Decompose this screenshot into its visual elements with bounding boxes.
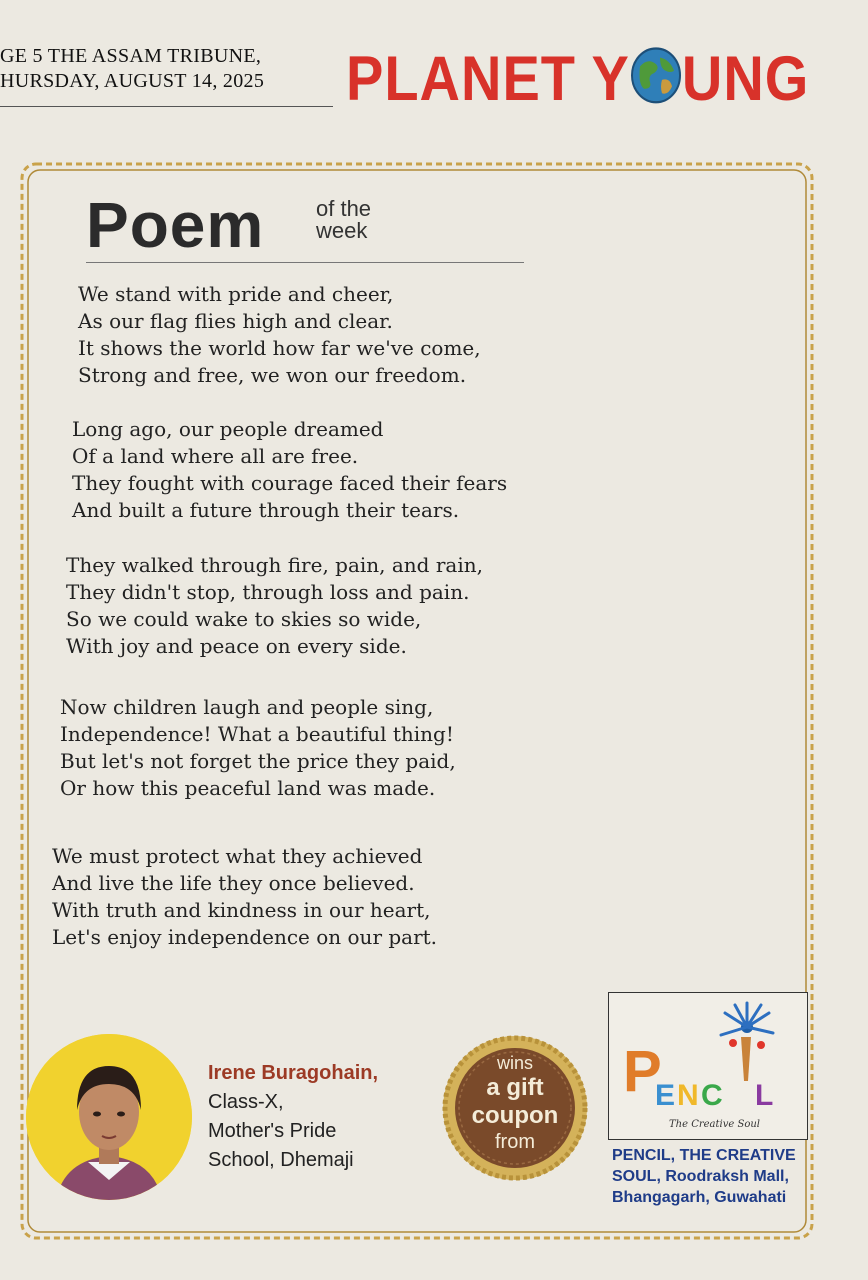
globe-icon <box>630 46 682 104</box>
author-credit <box>208 1059 378 1175</box>
poem-line: They fought with courage faced their fears <box>72 471 508 495</box>
masthead-meta <box>0 44 264 94</box>
poem-line: With joy and peace on every side. <box>66 634 407 658</box>
sponsor-line2: SOUL, Roodraksh Mall, <box>612 1168 789 1185</box>
badge-line3: coupon <box>471 1102 559 1129</box>
stanza-4 <box>60 694 456 802</box>
poem-line: We must protect what they achieved <box>52 844 423 868</box>
poem-line: They didn't stop, through loss and pain. <box>66 580 470 604</box>
sponsor-logo-box <box>608 992 808 1140</box>
svg-text:L: L <box>755 1079 774 1112</box>
author-school-line1: Mother's Pride <box>208 1120 337 1142</box>
poem-line: Or how this peaceful land was made. <box>60 776 436 800</box>
poem-line: Long ago, our people dreamed <box>72 417 384 441</box>
poem-line: But let's not forget the price they paid, <box>60 749 456 773</box>
logo-burst-icon <box>721 1003 773 1081</box>
poem-line: Strong and free, we won our freedom. <box>78 363 467 387</box>
svg-text:C: C <box>701 1079 723 1112</box>
section-title-left: PLANET Y <box>346 42 630 114</box>
author-photo <box>26 1034 192 1200</box>
svg-text:N: N <box>677 1079 699 1112</box>
title-rule <box>86 262 524 263</box>
stanza-1 <box>78 281 481 389</box>
sponsor-address <box>612 1145 796 1208</box>
svg-text:E: E <box>655 1079 676 1112</box>
poem-line: So we could wake to skies so wide, <box>66 607 422 631</box>
badge-text <box>441 1052 589 1154</box>
poem-line: With truth and kindness in our heart, <box>52 898 431 922</box>
badge-line2: a gift <box>486 1074 544 1101</box>
poem-line: They walked through fire, pain, and rain, <box>66 553 483 577</box>
poem-line: Of a land where all are free. <box>72 444 359 468</box>
stanza-5 <box>52 843 437 951</box>
date-line: HURSDAY, AUGUST 14, 2025 <box>0 70 265 92</box>
svg-text:P: P <box>623 1039 662 1104</box>
poem-line: And built a future through their tears. <box>72 498 460 522</box>
sponsor-line3: Bhangagarh, Guwahati <box>612 1189 787 1206</box>
poem-title <box>86 189 372 261</box>
poem-line: And live the life they once believed. <box>52 871 415 895</box>
poem-line: As our flag flies high and clear. <box>78 309 393 333</box>
poem-line: We stand with pride and cheer, <box>78 282 394 306</box>
section-title-right: UNG <box>681 42 810 114</box>
page-line: GE 5 THE ASSAM TRIBUNE, <box>0 45 262 67</box>
svg-text:The Creative Soul: The Creative Soul <box>669 1119 760 1130</box>
stanza-2 <box>72 416 507 524</box>
author-class: Class-X, <box>208 1091 284 1113</box>
poem-title-word: Poem <box>86 189 265 261</box>
poem-line: Let's enjoy independence on our part. <box>52 925 438 949</box>
sponsor-line1: PENCIL, THE CREATIVE <box>612 1147 796 1164</box>
poem-subtitle-line1: of the <box>316 196 372 221</box>
author-school-line2: School, Dhemaji <box>208 1149 354 1171</box>
author-name: Irene Buragohain, <box>208 1062 379 1084</box>
section-title <box>346 44 809 113</box>
author-portrait <box>26 1034 192 1200</box>
poem-line: Now children laugh and people sing, <box>60 695 434 719</box>
poem-title-sub <box>316 198 371 242</box>
pencil-logo <box>609 993 807 1139</box>
stanza-3 <box>66 552 483 660</box>
poem-subtitle-line2: week <box>316 218 368 243</box>
masthead <box>0 38 868 128</box>
poem-line: It shows the world how far we've come, <box>78 336 481 360</box>
poem-line: Independence! What a beautiful thing! <box>60 722 454 746</box>
badge-line1: wins <box>496 1053 533 1073</box>
badge-line4: from <box>495 1131 535 1153</box>
masthead-rule <box>0 106 333 107</box>
